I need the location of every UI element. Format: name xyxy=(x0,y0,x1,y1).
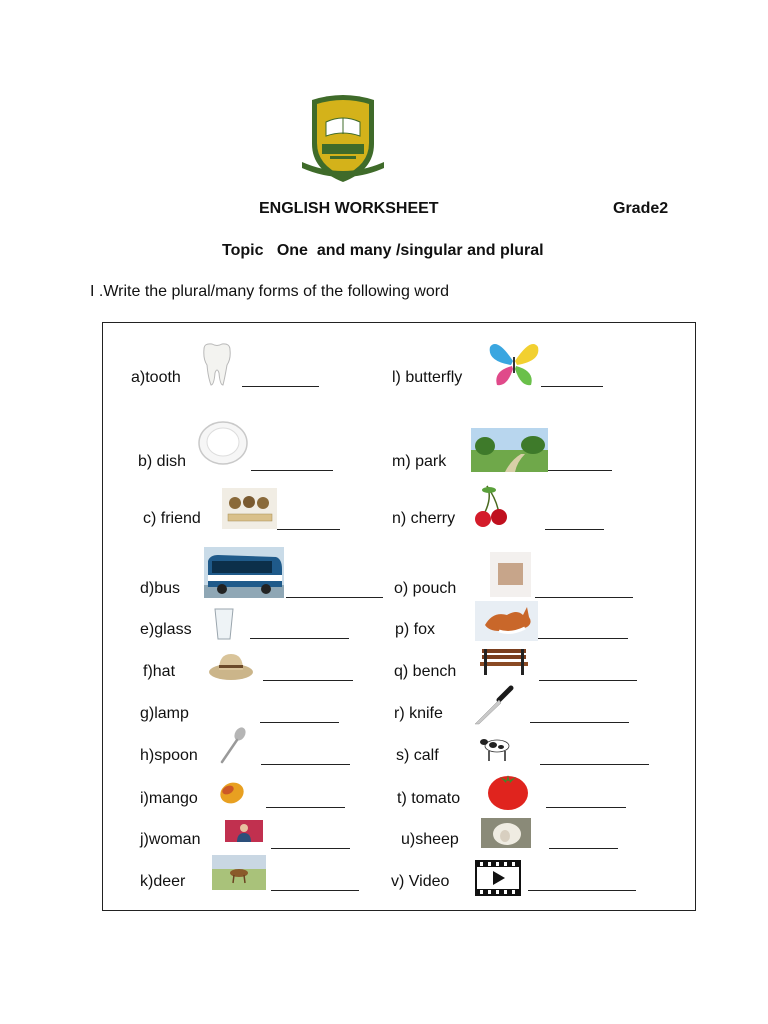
bus-image xyxy=(204,547,284,598)
list-item: p) fox xyxy=(395,621,436,638)
instruction: I .Write the plural/many forms of the following word xyxy=(90,283,449,300)
list-item: s) calf xyxy=(396,747,439,764)
tomato-icon xyxy=(486,771,530,811)
fox-image xyxy=(475,601,538,641)
list-item: b) dish xyxy=(138,453,187,470)
answer-blank[interactable] xyxy=(260,722,339,723)
list-item: l) butterfly xyxy=(392,369,463,386)
topic-line: Topic One and many /singular and plural xyxy=(222,242,544,259)
glass-icon xyxy=(212,607,236,641)
list-item: f)hat xyxy=(143,663,176,680)
pouch-image xyxy=(490,552,531,597)
answer-blank[interactable] xyxy=(535,597,633,598)
answer-blank[interactable] xyxy=(286,597,383,598)
list-item: d)bus xyxy=(140,580,181,597)
list-item: i)mango xyxy=(140,790,198,807)
exercise-box xyxy=(102,322,696,911)
grade-label: Grade2 xyxy=(613,200,669,217)
cherry-icon xyxy=(463,484,521,530)
answer-blank[interactable] xyxy=(250,638,349,639)
list-item: j)woman xyxy=(140,831,201,848)
woman-image xyxy=(225,820,263,842)
list-item: m) park xyxy=(392,453,447,470)
list-item: e)glass xyxy=(140,621,192,638)
sheep-image xyxy=(481,818,531,848)
answer-blank[interactable] xyxy=(251,470,333,471)
list-item: k)deer xyxy=(140,873,186,890)
answer-blank[interactable] xyxy=(277,529,340,530)
answer-blank[interactable] xyxy=(545,529,604,530)
bench-icon xyxy=(478,645,530,677)
answer-blank[interactable] xyxy=(266,807,345,808)
answer-blank[interactable] xyxy=(538,638,628,639)
knife-icon xyxy=(471,684,515,728)
list-item: q) bench xyxy=(394,663,457,680)
answer-blank[interactable] xyxy=(261,764,350,765)
spoon-icon xyxy=(216,726,250,764)
park-image xyxy=(471,428,548,472)
video-icon xyxy=(475,860,521,896)
deer-image xyxy=(212,855,266,890)
answer-blank[interactable] xyxy=(242,386,319,387)
friend-blocks-image xyxy=(222,488,277,529)
list-item: o) pouch xyxy=(394,580,457,597)
list-item: g)lamp xyxy=(140,705,189,722)
list-item: a)tooth xyxy=(131,369,181,386)
dish-icon xyxy=(197,420,249,466)
list-item: h)spoon xyxy=(140,747,198,764)
answer-blank[interactable] xyxy=(549,848,618,849)
calf-icon xyxy=(479,733,513,763)
hat-icon xyxy=(207,648,255,682)
mango-icon xyxy=(218,778,246,806)
butterfly-icon xyxy=(487,337,541,389)
list-item: r) knife xyxy=(394,705,443,722)
list-item: n) cherry xyxy=(392,510,456,527)
answer-blank[interactable] xyxy=(271,848,350,849)
answer-blank[interactable] xyxy=(541,386,603,387)
answer-blank[interactable] xyxy=(271,890,359,891)
list-item: u)sheep xyxy=(401,831,459,848)
answer-blank[interactable] xyxy=(546,807,626,808)
school-logo xyxy=(300,92,386,184)
list-item: c) friend xyxy=(143,510,201,527)
answer-blank[interactable] xyxy=(263,680,353,681)
answer-blank[interactable] xyxy=(540,764,649,765)
answer-blank[interactable] xyxy=(528,890,636,891)
answer-blank[interactable] xyxy=(530,722,629,723)
answer-blank[interactable] xyxy=(548,470,612,471)
answer-blank[interactable] xyxy=(539,680,637,681)
worksheet-title: ENGLISH WORKSHEET xyxy=(259,200,439,217)
list-item: t) tomato xyxy=(397,790,461,807)
tooth-icon xyxy=(200,341,234,387)
list-item: v) Video xyxy=(391,873,450,890)
